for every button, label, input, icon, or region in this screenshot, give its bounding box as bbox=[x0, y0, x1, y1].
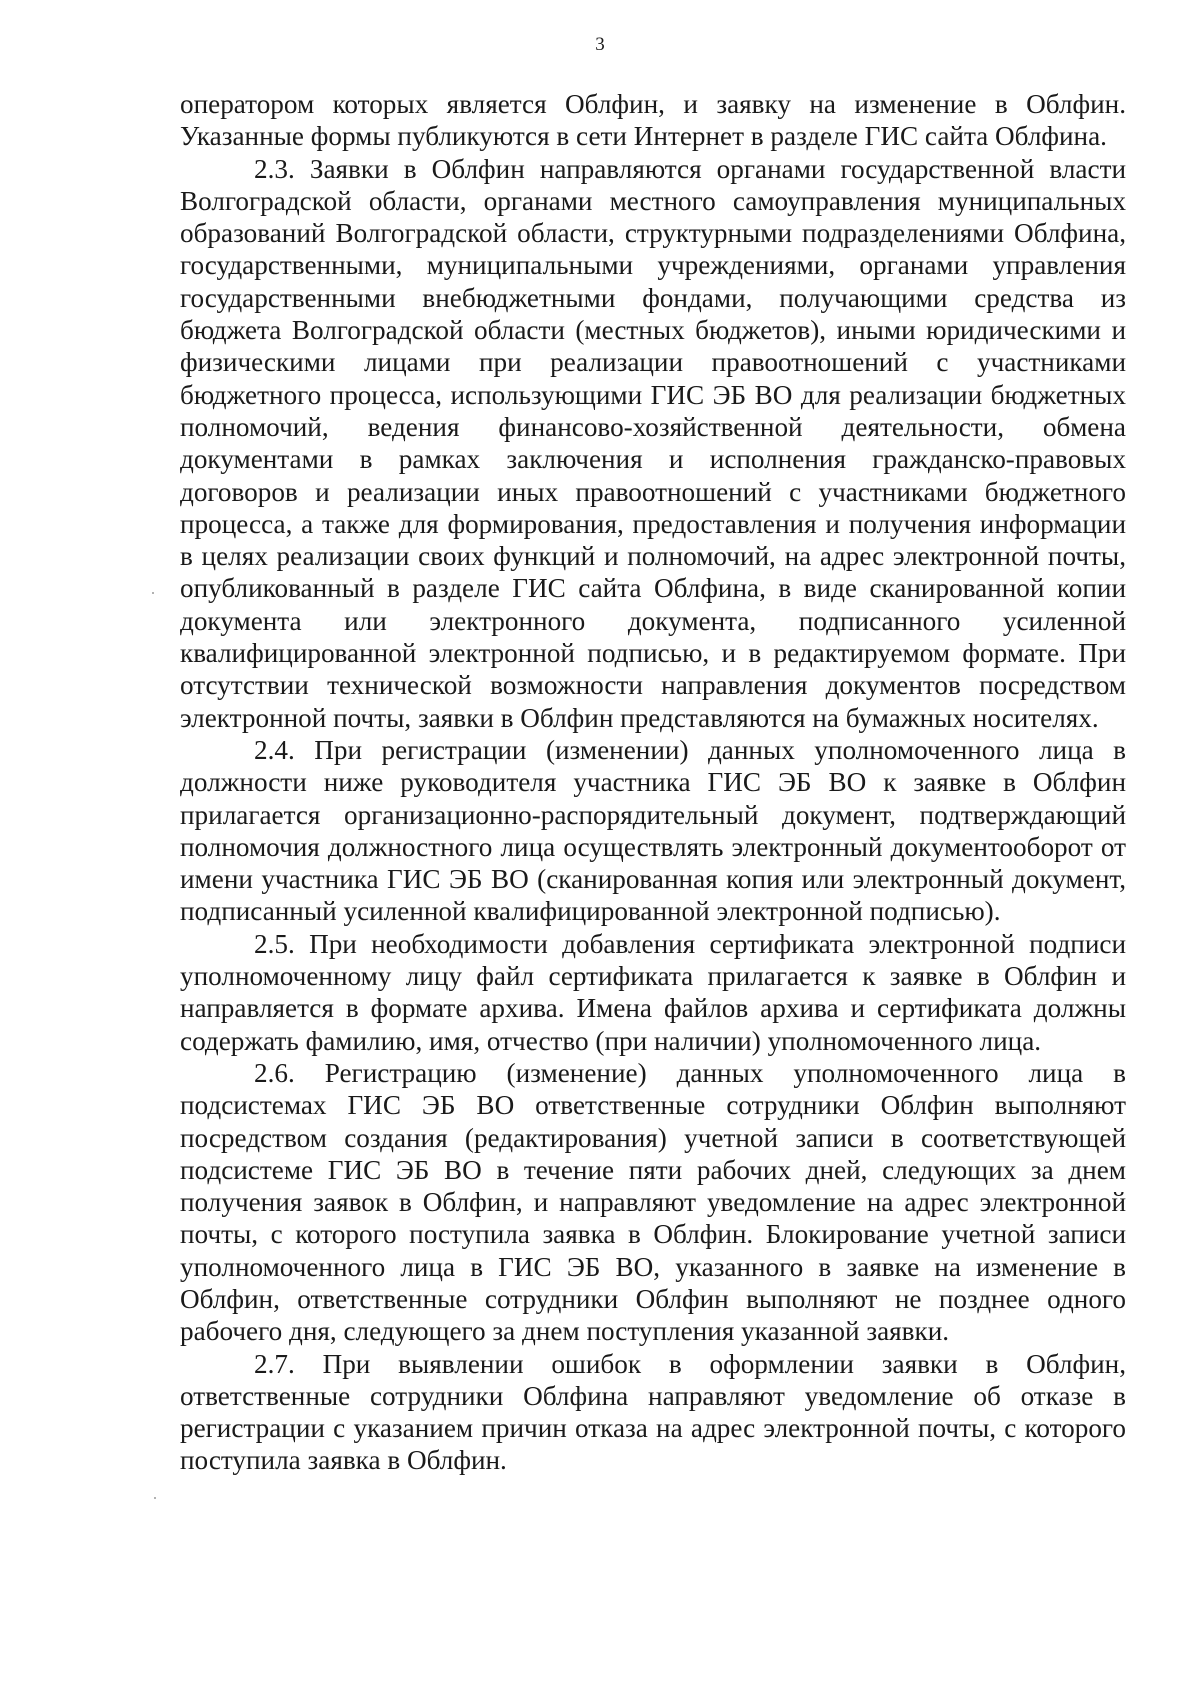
paragraph-2-4: 2.4. При регистрации (изменении) данных уполномоченного лица в должности ниже руководителя участника ГИС ЭБ ВО к заявке в Облфин прилагается организационно-распорядительный документ, подтверждающий полномочия должностного лица осуществлять электронный документооборот от имени участника ГИС ЭБ ВО (сканированная копия или электронный документ, подписанный усиленной квалифицированной электронной подписью). bbox=[180, 734, 1126, 927]
paragraph-2-5: 2.5. При необходимости добавления сертификата электронной подписи уполномоченному лицу файл сертификата прилагается к заявке в Облфин и направляется в формате архива. Имена файлов архива и сертификата должны содержать фамилию, имя, отчество (при наличии) уполномоченного лица. bbox=[180, 928, 1126, 1056]
paragraph-2-7: 2.7. При выявлении ошибок в оформлении заявки в Облфин, ответственные сотрудники Облфина направляют уведомление об отказе в регистрации с указанием причин отказа на адрес электронной почты, с которого поступила заявка в Облфин. bbox=[180, 1348, 1126, 1476]
paragraph-2-3: 2.3. Заявки в Облфин направляются органами государственной власти Волгоградской области, органами местного самоуправления муниципальных образований Волгоградской области, структурными подразделениями Облфина, государственными, муниципальными учреждениями, органами управления государственными внебюджетными фондами, получающими средства из бюджета Волгоградской области (местных бюджетов), иными юридическими и физическими лицами при реализации правоотношений с участниками бюджетного процесса, использующими ГИС ЭБ ВО для реализации бюджетных полномочий, ведения финансово-хозяйственной деятельности, обмена документами в рамках заключения и исполнения гражданско-правовых договоров и реализации иных правоотношений с участниками бюджетного процесса, а также для формирования, предоставления и получения информации в целях реализации своих функций и полномочий, на адрес электронной почты, опубликованный в разделе ГИС сайта Облфина, в виде сканированной копии документа или электронного документа, подписанного усиленной квалифицированной электронной подписью, и в редактируемом формате. При отсутствии технической возможности направления документов посредством электронной почты, заявки в Облфин представляются на бумажных носителях. bbox=[180, 153, 1126, 733]
scan-speck bbox=[152, 592, 154, 594]
scan-speck bbox=[154, 1497, 156, 1499]
paragraph-continuation: оператором которых является Облфин, и заявку на изменение в Облфин. Указанные формы публикуются в сети Интернет в разделе ГИС сайта Облфина. bbox=[180, 89, 1126, 152]
paragraph-2-6: 2.6. Регистрацию (изменение) данных уполномоченного лица в подсистемах ГИС ЭБ ВО ответственные сотрудники Облфин выполняют посредством создания (редактирования) учетной записи в соответствующей подсистеме ГИС ЭБ ВО в течение пяти рабочих дней, следующих за днем получения заявок в Облфин, и направляют уведомление на адрес электронной почты, с которого поступила заявка в Облфин. Блокирование учетной записи уполномоченного лица в ГИС ЭБ ВО, указанного в заявке на изменение в Облфин, ответственные сотрудники Облфин выполняют не позднее одного рабочего дня, следующего за днем поступления указанной заявки. bbox=[180, 1057, 1126, 1347]
document-body bbox=[180, 88, 1126, 1477]
page-number: 3 bbox=[595, 34, 605, 55]
